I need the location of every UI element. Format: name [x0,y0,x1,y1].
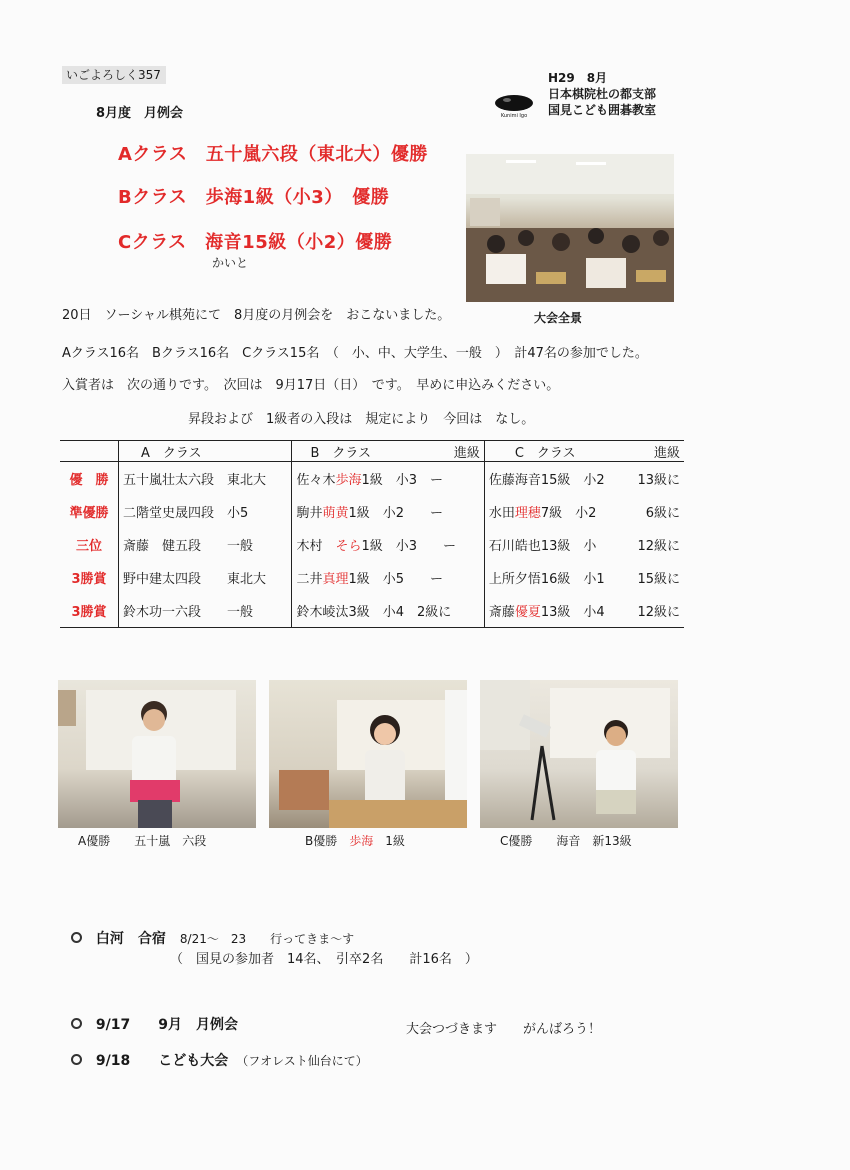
issue-number: いごよろしく357 [62,66,166,84]
c-class-cell [484,528,626,561]
b-name-pre: 木村 [296,539,336,554]
c-name-highlight: 優夏 [514,605,541,620]
b-class-header: B クラス [292,441,428,462]
circle-bullet-icon [71,1018,82,1029]
winner-b-class: Bクラス 歩海1級（小3） 優勝 [118,187,390,208]
club-logo [493,94,535,118]
org-name-line1: 日本棋院杜の都支部 [548,87,657,101]
c-name-pre: 佐藤海音15級 小2 [488,473,605,488]
event-detail: 8/21～ 23 行ってきま～す [179,932,355,946]
table-row [60,594,684,628]
b-name-post: 1級 小5 ー [348,572,444,587]
results-table [60,440,684,628]
a-class-cell: 斎藤 健五段 一般 [119,528,292,561]
a-winner-caption: A優勝 五十嵐 六段 [78,834,207,848]
report-line-2: Aクラス16名 Bクラス16名 Cクラス15名 （ 小、中、大学生、一般 ） 計47名の参加でした。 [62,346,648,361]
b-name-pre: 駒井 [296,506,323,521]
tournament-overview-photo [466,154,674,302]
circle-bullet-icon [71,932,82,943]
camp-participants: （ 国見の参加者 14名、 引卒2名 計16名 ） [170,952,478,967]
a-class-cell: 野中建太四段 東北大 [119,561,292,594]
b-class-cell [292,495,484,528]
b-caption-highlight: 歩海 [349,834,374,848]
b-name-highlight: 萌黄 [322,506,349,521]
report-line-1: 20日 ソーシャル棋苑にて 8月度の月例会を おこないました。 [62,308,451,323]
org-name-line2: 国見こども囲碁教室 [548,103,657,117]
b-class-cell [292,462,484,496]
b-name-highlight: 真理 [322,572,349,587]
b-name-post: 1級 小3 ー [361,539,457,554]
a-class-cell: 二階堂史晟四段 小5 [119,495,292,528]
table-row [60,561,684,594]
winner-c-class: Cクラス 海音15級（小2）優勝 [118,232,393,253]
main-photo-caption: 大会全景 [534,311,583,325]
header-info [548,70,656,118]
c-winner-caption: C優勝 海音 新13級 [500,834,632,848]
event-title: 9/17 9月 月例会 [95,1017,238,1033]
b-class-cell [292,528,484,561]
issue-date: H29 8月 [548,71,608,85]
c-name-pre: 上所夕悟16級 小1 [488,572,605,587]
rank-label: 準優勝 [69,506,109,521]
b-class-cell [292,561,484,594]
b-name-post: 1級 小2 ー [348,506,444,521]
b-name-highlight: 歩海 [335,473,362,488]
winner-a-class: Aクラス 五十嵐六段（東北大）優勝 [118,144,428,165]
c-promotion-cell: 12級に [637,539,680,554]
table-row [60,495,684,528]
c-name-pre: 水田 [488,506,515,521]
b-caption-pre: B優勝 [305,834,350,848]
rank-label: 3勝賞 [60,594,119,628]
b-class-winner-photo [269,680,467,828]
c-class-cell [484,561,626,594]
c-promotion-cell: 6級に [645,506,680,521]
b-name-pre: 鈴木崚汰3級 小4 2級に [296,605,452,620]
c-promotion-cell: 12級に [626,594,684,628]
c-name-highlight: 理穂 [514,506,541,521]
b-caption-post: 1級 [373,834,405,848]
svg-text:Kunimi Igo: Kunimi Igo [500,113,528,118]
b-class-cell [292,594,484,628]
b-promotion-header: 進級 [428,441,485,462]
c-name-post: 7級 小2 [540,506,597,521]
report-line-4: 昇段および 1級者の入段は 規定により 今回は なし。 [188,412,535,427]
c-promotion-cell: 15級に [637,572,680,587]
meeting-title: 8月度 月例会 [96,106,184,121]
c-class-cell [484,594,626,628]
results-header-row [60,441,684,462]
event-title: 白河 合宿 [95,931,166,947]
event-september-meeting [62,998,238,1034]
b-name-highlight: そら [335,539,362,554]
rank-header [60,441,119,462]
table-row [60,462,684,496]
a-class-cell: 五十嵐壮太六段 東北大 [119,462,292,496]
table-row [60,528,684,561]
c-name-pre: 石川皓也13級 小 [488,539,597,554]
c-class-cell [484,462,626,496]
b-winner-caption [305,832,405,849]
b-name-pre: 二井 [296,572,323,587]
b-name-pre: 佐々木 [296,473,336,488]
rank-label: 3勝賞 [71,572,107,587]
a-class-header: A クラス [119,441,292,462]
rank-label: 優 勝 [69,473,109,488]
event-title: 9/18 こども大会 [95,1053,229,1069]
c-promotion-header: 進級 [626,441,684,462]
event-shirakawa-camp [62,912,354,948]
circle-bullet-icon [71,1054,82,1065]
report-line-3: 入賞者は 次の通りです。 次回は 9月17日（日） です。 早めに申込みください。 [62,378,560,393]
event-kids-tournament [62,1034,368,1070]
closing-message: 大会つづきます がんばろう！ [406,1022,602,1037]
c-class-header: C クラス [484,441,626,462]
rank-label: 三位 [75,539,102,554]
name-reading: かいと [212,256,249,270]
c-class-cell [484,495,626,528]
c-name-pre: 斎藤 [488,605,515,620]
b-name-post: 1級 小3 ー [361,473,444,488]
a-class-winner-photo [58,680,256,828]
c-class-winner-photo [480,680,678,828]
a-class-cell: 鈴木功一六段 一般 [119,594,292,628]
c-name-post: 13級 小4 [540,605,605,620]
c-promotion-cell: 13級に [637,473,680,488]
event-detail: （フオレスト仙台にて） [242,1054,368,1068]
